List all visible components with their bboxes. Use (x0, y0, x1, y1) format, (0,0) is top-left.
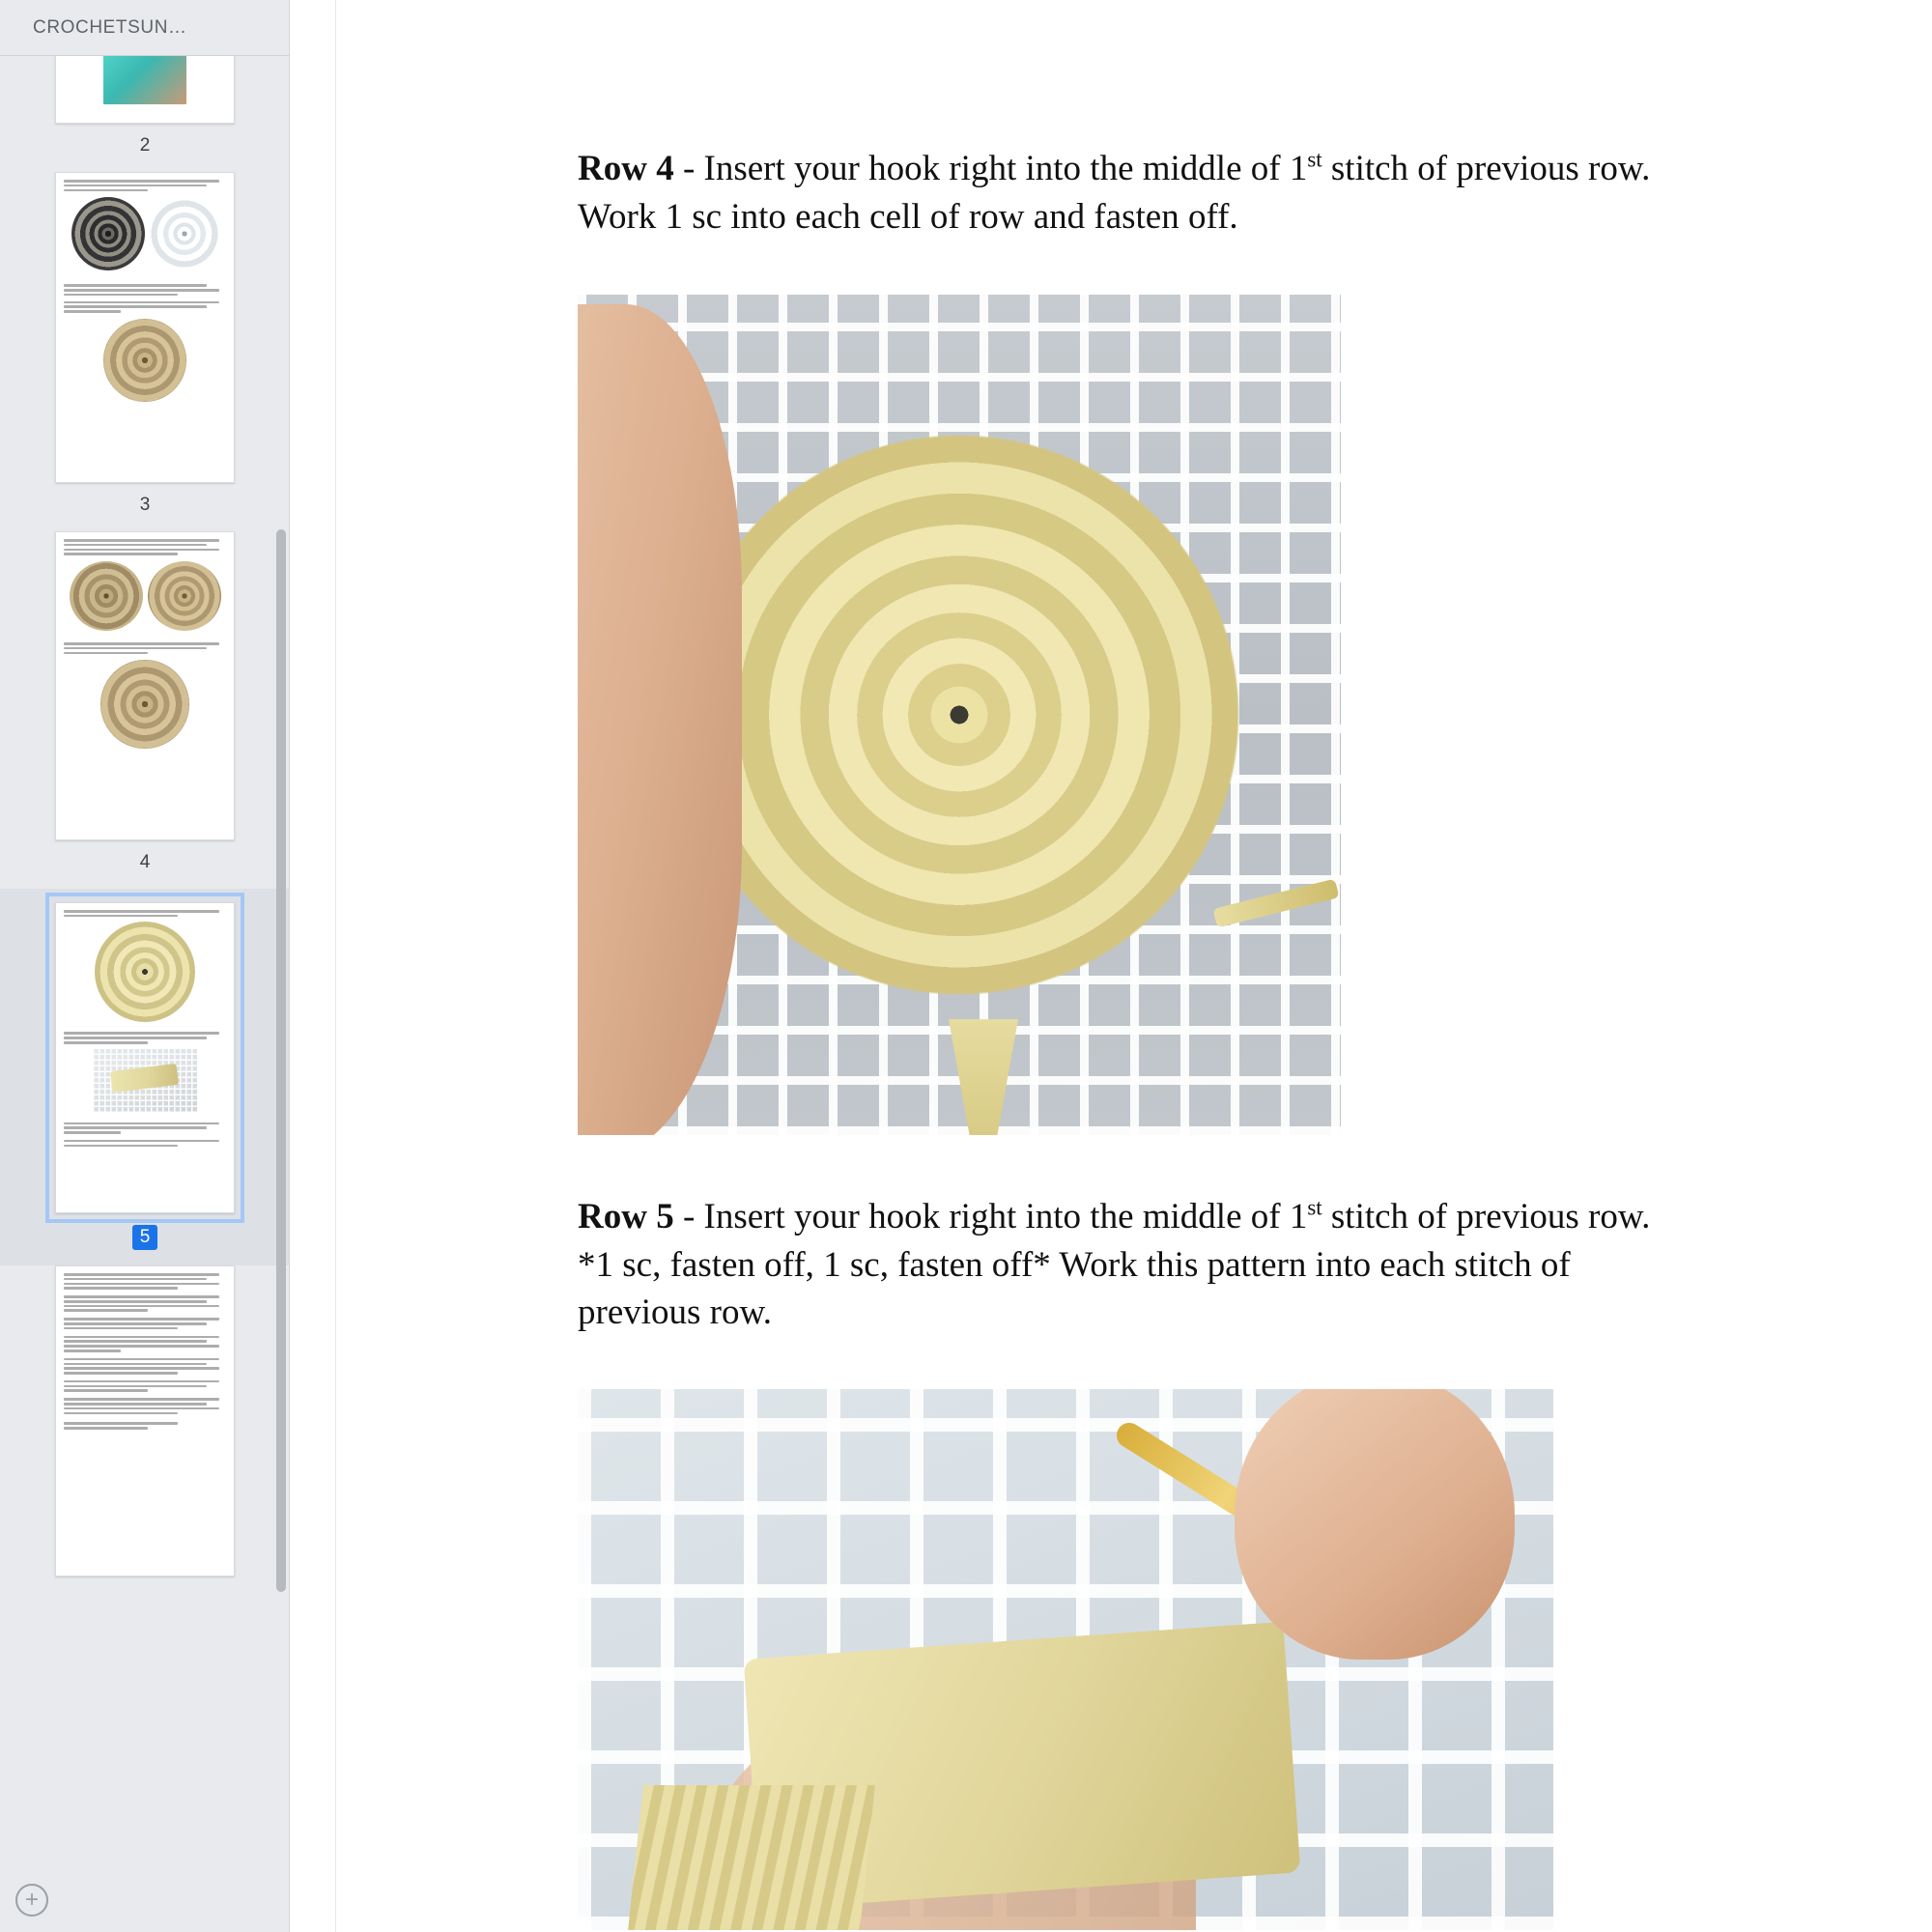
document-title: CROCHETSUN… (33, 16, 187, 38)
thumb-photo (71, 197, 145, 270)
thumb-image-row (64, 660, 226, 749)
sidebar-scrollbar-thumb[interactable] (276, 529, 286, 1592)
thumbnail-number-4: 4 (139, 852, 151, 872)
thumbnail-preview-2[interactable] (55, 56, 235, 124)
row4-ordinal-suffix: st (1307, 147, 1322, 172)
row5-text-before: Insert your hook right into the middle of 1 (703, 1197, 1308, 1237)
sidebar-scrollbar-track[interactable] (275, 56, 287, 1872)
thumb-image-row (64, 197, 226, 270)
row5-separator: - (673, 1197, 704, 1237)
thumbnail-preview-6[interactable] (55, 1265, 235, 1577)
thumbnail-item-3[interactable] (0, 172, 290, 531)
thumbnail-content-5 (56, 903, 234, 1155)
row5-heading: Row 5 (578, 1197, 674, 1237)
thumbnail-item-4[interactable] (0, 531, 290, 889)
thumb-photo (70, 561, 143, 631)
thumbnail-content-6 (56, 1266, 234, 1438)
thumb-image-row (64, 561, 226, 631)
row4-separator: - (673, 149, 704, 188)
row5-photo-strands (628, 1785, 875, 1930)
thumb-photo (95, 922, 195, 1022)
thumb-photo (148, 561, 221, 631)
row5-text-after: stitch of previous row. *1 sc, fasten off, 1 sc, fasten off* Work this pattern into each stitch of previous row. (578, 1197, 1651, 1333)
thumb-photo (103, 56, 186, 104)
row4-text-after: stitch of previous row. Work 1 sc into each cell of row and fasten off. (578, 149, 1651, 237)
sidebar-header (0, 0, 289, 56)
paragraph-row5 (578, 1193, 1671, 1337)
thumbnail-number-5-badge: 5 (132, 1225, 158, 1250)
row4-text-before: Insert your hook right into the middle of 1 (703, 149, 1308, 188)
thumbnail-list[interactable] (0, 56, 290, 1872)
thumb-image-row (64, 922, 226, 1022)
thumbnail-content-3 (56, 173, 234, 412)
row5-ordinal-suffix: st (1307, 1195, 1322, 1220)
thumbnail-item-2[interactable] (0, 56, 290, 172)
page-gutter (290, 0, 336, 1932)
thumbnail-number-5 (0, 1213, 290, 1265)
thumb-image-row (64, 1049, 226, 1113)
row4-photo (578, 295, 1341, 1135)
thumbnail-content-2 (56, 56, 234, 115)
plus-icon: + (24, 1887, 39, 1913)
thumbnail-number-3: 3 (139, 495, 151, 515)
paragraph-row4 (578, 145, 1671, 241)
row5-photo-thumb (1235, 1389, 1515, 1660)
thumb-photo (93, 1049, 197, 1113)
document-body (336, 0, 1932, 1930)
thumbnail-item-6[interactable] (0, 1265, 290, 1577)
thumbnail-preview-4[interactable] (55, 531, 235, 840)
thumbnail-content-4 (56, 532, 234, 759)
page-content (336, 0, 1932, 1932)
thumb-image-row (64, 319, 226, 402)
row4-photo-yarn-tail (925, 1019, 1041, 1135)
thumbnail-number-2: 2 (139, 135, 151, 156)
thumb-photo (150, 197, 219, 270)
thumbnail-preview-5[interactable] (55, 902, 235, 1213)
add-slide-button[interactable] (15, 1884, 48, 1917)
thumbnail-item-5[interactable] (0, 889, 290, 1265)
thumb-photo (103, 319, 186, 402)
row5-photo (578, 1389, 1553, 1930)
slide-thumbnail-sidebar (0, 0, 290, 1932)
row4-heading: Row 4 (578, 149, 674, 188)
thumb-photo (100, 660, 189, 749)
document-canvas (290, 0, 1932, 1932)
thumb-image-row (64, 56, 226, 104)
thumbnail-preview-3[interactable] (55, 172, 235, 483)
